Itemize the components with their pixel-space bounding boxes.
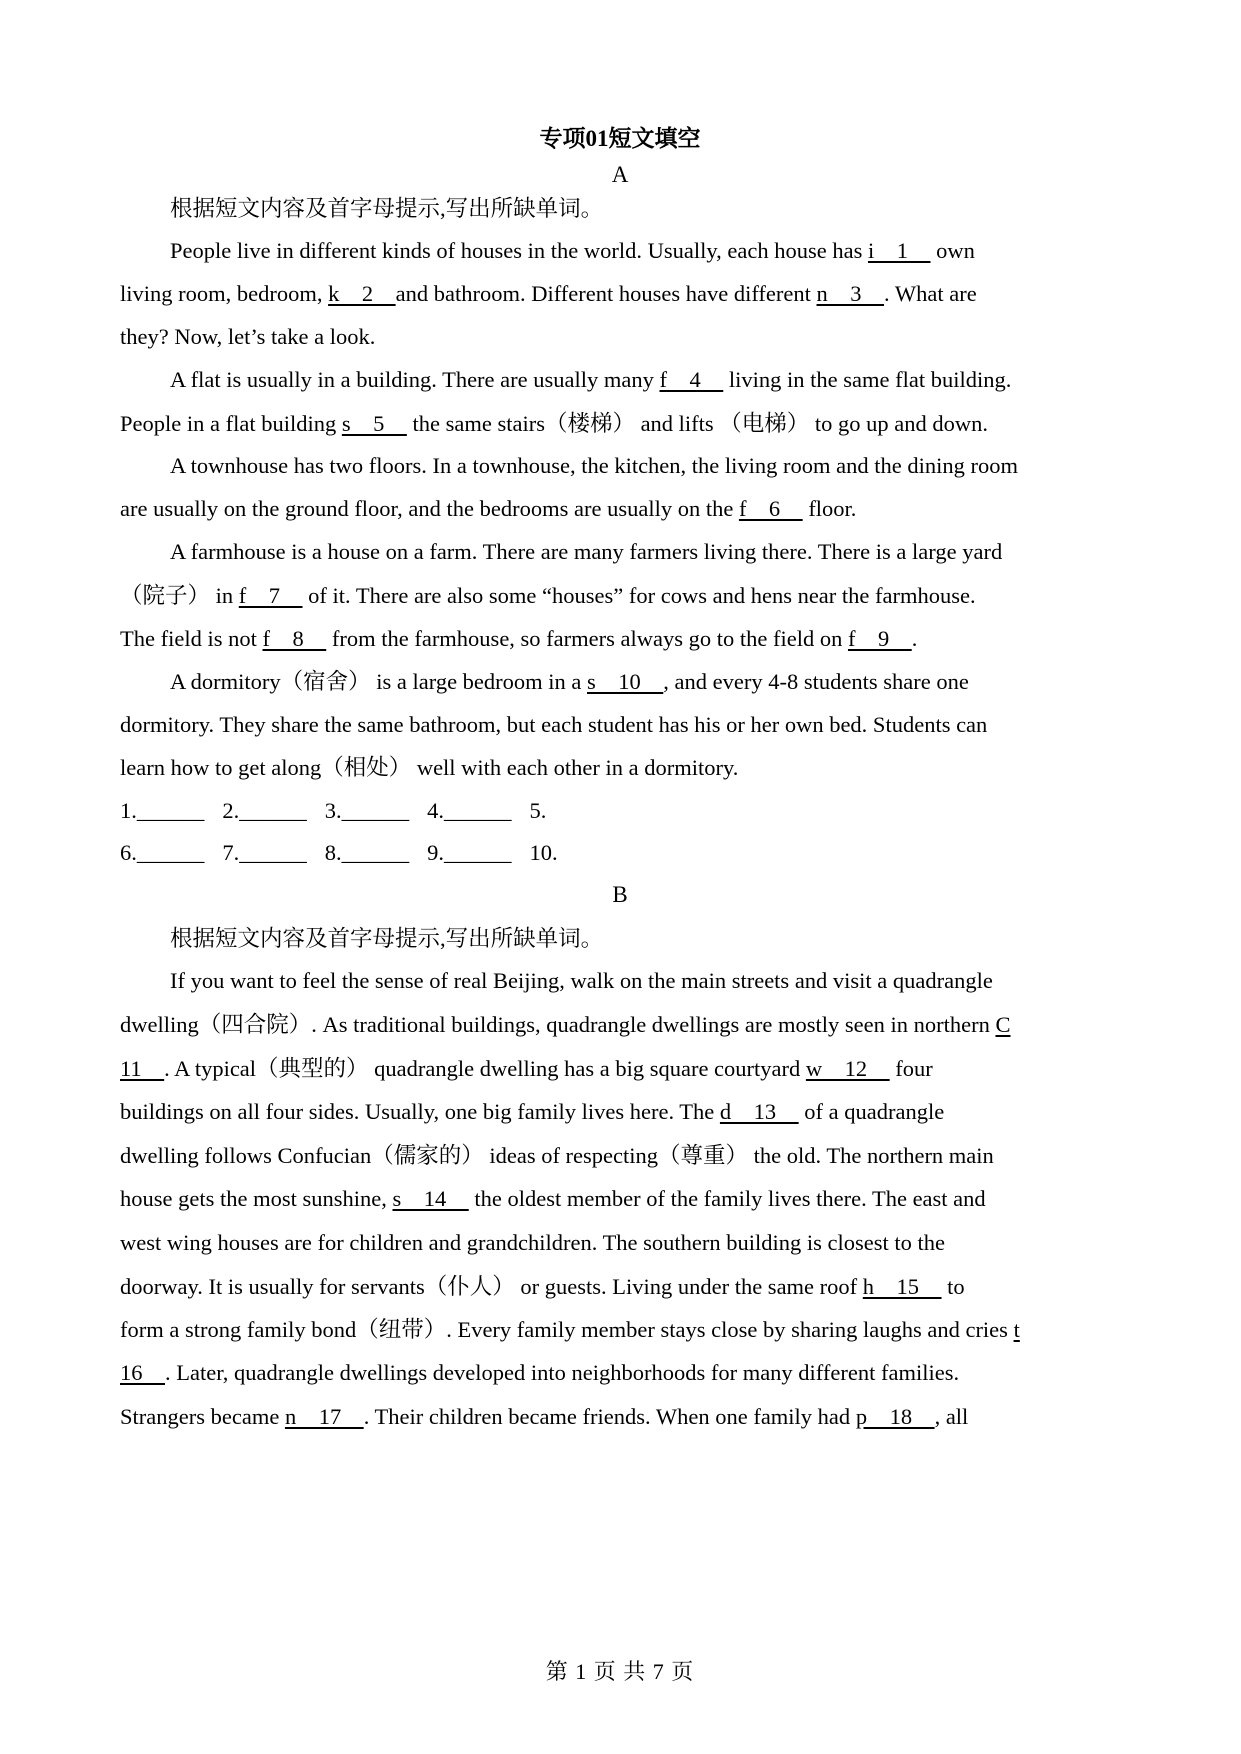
passage-text: dormitory. They share the same bathroom, but each student has his or her own bed. Students can [120, 712, 988, 737]
passage-line [120, 581, 1130, 611]
blank-hint: f 7 [238, 583, 303, 608]
section-a-instruction: 根据短文内容及首字母提示,写出所缺单词。 [170, 196, 604, 221]
answer-slot: 6.______ [120, 840, 205, 865]
passage-line [120, 1097, 1130, 1127]
passage-line [170, 365, 1180, 395]
passage-line [120, 1010, 1130, 1040]
blank-hint: f 6 [738, 496, 803, 521]
passage-text: living room, bedroom, [120, 281, 329, 306]
passage-text: of it. There are also some “houses” for cows and hens near the farmhouse. [302, 583, 976, 608]
passage-text: of a quadrangle [798, 1099, 945, 1124]
answer-slot: 7.______ [222, 840, 307, 865]
passage-text: to [941, 1274, 965, 1299]
passage-line [120, 1054, 1130, 1084]
passage-text: The field is not [120, 626, 263, 651]
passage-text: the same stairs（楼梯） and lifts （电梯） to go up and down. [406, 411, 989, 436]
passage-line [170, 537, 1180, 567]
passage-line [120, 322, 1130, 352]
page-title: 专项01短文填空 [539, 126, 701, 151]
passage-line [170, 966, 1180, 996]
passage-text: doorway. It is usually for servants（仆人） or guests. Living under the same roof [120, 1274, 863, 1299]
passage-line [120, 1141, 1130, 1171]
passage-text: . What are [884, 281, 977, 306]
blank-hint: n 17 [284, 1404, 364, 1429]
passage-text: learn how to get along（相处） well with each other in a dormitory. [120, 755, 739, 780]
passage-text: . [911, 626, 918, 651]
blank-hint: h 15 [862, 1274, 942, 1299]
passage-line [120, 494, 1130, 524]
passage-text: they? Now, let’s take a look. [120, 324, 376, 349]
passage-text: A dormitory（宿舍） is a large bedroom in a [170, 669, 588, 694]
passage-text: own [930, 238, 975, 263]
passage-line [170, 667, 1180, 697]
blank-hint: i 1 [867, 238, 931, 263]
passage-line [120, 1358, 1130, 1388]
passage-line [120, 1402, 1130, 1432]
passage-text: west wing houses are for children and grandchildren. The southern building is closest to the [120, 1230, 946, 1255]
passage-text: If you want to feel the sense of real Beijing, walk on the main streets and visit a quadrangle [170, 968, 993, 993]
answer-slot: 9.______ [427, 840, 512, 865]
passage-line [170, 451, 1180, 481]
blank-hint: 16 [120, 1360, 165, 1385]
passage-text: . Later, quadrangle dwellings developed into neighborhoods for many different families. [165, 1360, 960, 1385]
passage-text: are usually on the ground floor, and the bedrooms are usually on the [120, 496, 739, 521]
blank-hint: f 4 [659, 367, 724, 392]
blank-hint: s 10 [587, 669, 664, 694]
passage-text: four [889, 1056, 933, 1081]
passage-line [120, 1228, 1130, 1258]
passage-text: A flat is usually in a building. There are usually many [170, 367, 660, 392]
passage-text: . Their children became friends. When one family had [363, 1404, 856, 1429]
blank-hint: p 18 [855, 1404, 935, 1429]
passage-line [120, 710, 1130, 740]
passage-text: living in the same flat building. [723, 367, 1012, 392]
passage-line [120, 624, 1130, 654]
passage-text: floor. [802, 496, 857, 521]
section-b-instruction: 根据短文内容及首字母提示,写出所缺单词。 [170, 926, 604, 951]
blank-hint: w 12 [805, 1056, 890, 1081]
passage-text: form a strong family bond（纽带）. Every family member stays close by sharing laughs and cries [120, 1317, 1014, 1342]
passage-line [170, 236, 1180, 266]
passage-line [120, 279, 1130, 309]
section-a-label: A [611, 162, 629, 187]
passage-text: , all [934, 1404, 969, 1429]
passage-text: A townhouse has two floors. In a townhouse, the kitchen, the living room and the dining room [170, 453, 1019, 478]
answer-slot: 4.______ [427, 798, 512, 823]
passage-line [120, 409, 1130, 439]
document-page [120, 0, 1120, 1754]
passage-line [120, 1272, 1130, 1302]
passage-text: from the farmhouse, so farmers always go to the field on [326, 626, 848, 651]
passage-line [120, 1184, 1130, 1214]
answer-slot: 10. [529, 840, 558, 865]
passage-text: house gets the most sunshine, [120, 1186, 393, 1211]
answer-slot: 2.______ [222, 798, 307, 823]
blank-hint: f 9 [847, 626, 912, 651]
passage-text: buildings on all four sides. Usually, one big family lives here. The [120, 1099, 720, 1124]
passage-text: dwelling（四合院）. As traditional buildings, quadrangle dwellings are mostly seen in northern [120, 1012, 996, 1037]
blank-hint: t [1013, 1317, 1020, 1342]
answer-slot: 5. [529, 798, 547, 823]
answer-row-2 [120, 838, 1130, 868]
passage-text: A farmhouse is a house on a farm. There are many farmers living there. There is a large yard [170, 539, 1003, 564]
section-b-label: B [612, 882, 628, 907]
passage-text: People in a flat building [120, 411, 342, 436]
passage-text: People live in different kinds of houses in the world. Usually, each house has [170, 238, 868, 263]
answer-slot: 3.______ [324, 798, 410, 823]
blank-hint: k 2 [328, 281, 396, 306]
page-footer: 第 1 页 共 7 页 [545, 1659, 695, 1684]
passage-text: , and every 4-8 students share one [663, 669, 969, 694]
answer-slot: 1.______ [120, 798, 205, 823]
passage-text: the oldest member of the family lives there. The east and [468, 1186, 986, 1211]
blank-hint: n 3 [816, 281, 885, 306]
blank-hint: f 8 [262, 626, 327, 651]
passage-text: and bathroom. Different houses have different [395, 281, 817, 306]
passage-text: . A typical（典型的） quadrangle dwelling has a big square courtyard [164, 1056, 806, 1081]
blank-hint: s 5 [341, 411, 407, 436]
passage-text: （院子） in [120, 583, 239, 608]
answer-slot: 8.______ [324, 840, 410, 865]
blank-hint: s 14 [392, 1186, 469, 1211]
passage-text: Strangers became [120, 1404, 285, 1429]
passage-line [120, 753, 1130, 783]
passage-line [120, 1315, 1130, 1345]
answer-row-1 [120, 796, 1130, 826]
blank-hint: 11 [120, 1056, 165, 1081]
passage-text: dwelling follows Confucian（儒家的） ideas of respecting（尊重） the old. The northern main [120, 1143, 994, 1168]
blank-hint: d 13 [719, 1099, 799, 1124]
blank-hint: C [995, 1012, 1011, 1037]
